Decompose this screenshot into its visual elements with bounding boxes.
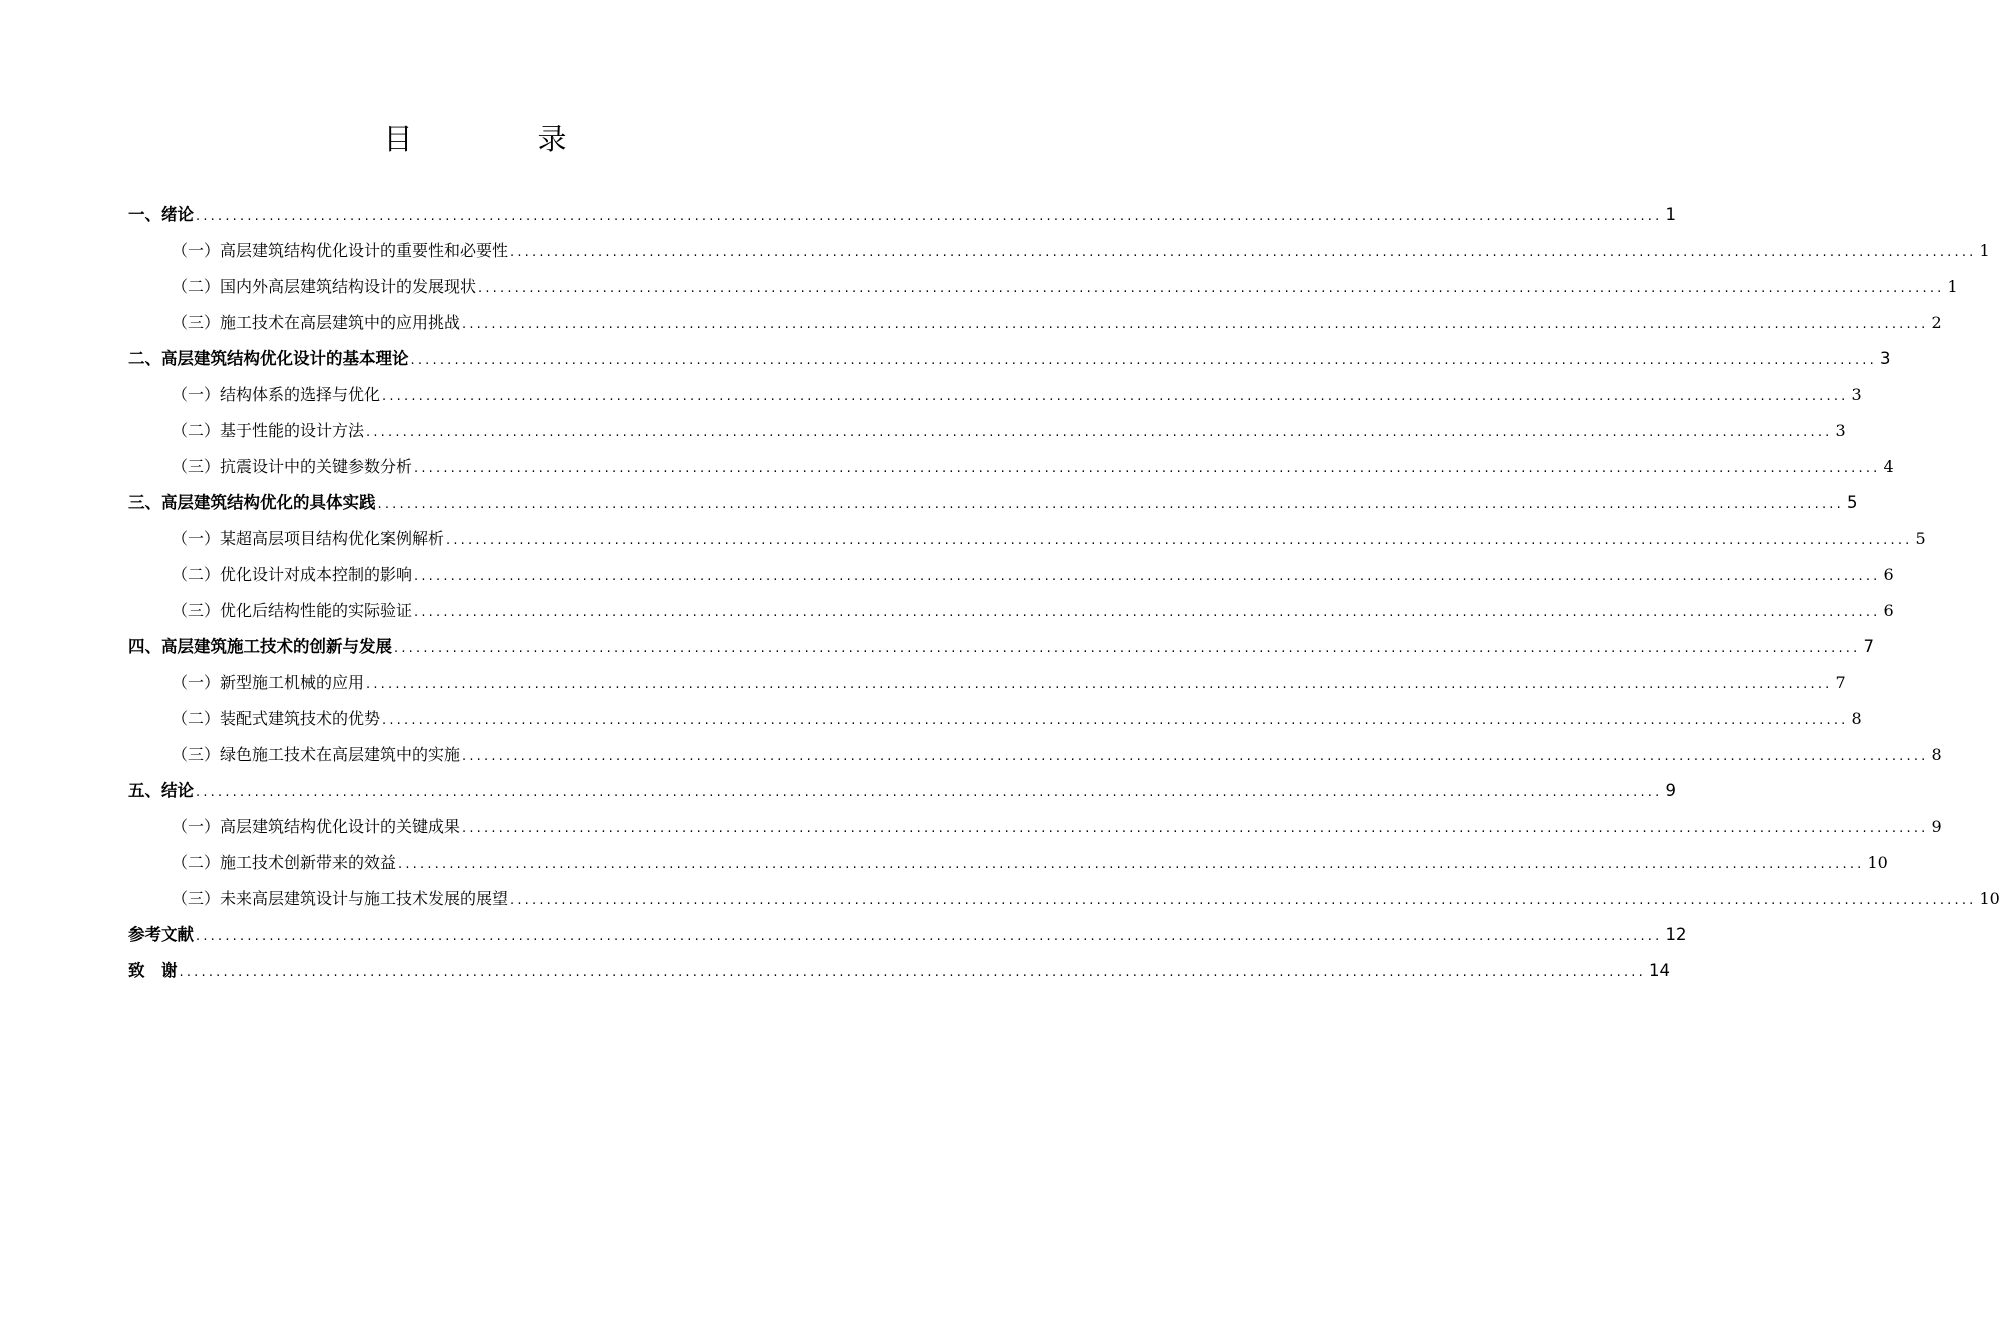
toc-leader-dots: ........................................................................................................................................................................................................ xyxy=(398,857,1865,872)
toc-page-number: 1 xyxy=(1947,277,1958,296)
toc-entry-label: （二）基于性能的设计方法 xyxy=(172,421,365,440)
toc-entry-label: 一、绪论 xyxy=(128,205,194,224)
toc-entry-label: 四、高层建筑施工技术的创新与发展 xyxy=(128,637,392,656)
toc-leader-dots: ........................................................................................................................................................................................................ xyxy=(394,641,1861,656)
toc-page-number: 7 xyxy=(1863,637,1874,656)
toc-page-number: 3 xyxy=(1879,349,1891,368)
toc-page-number: 3 xyxy=(1835,421,1846,440)
toc-entry[interactable] xyxy=(128,269,1958,305)
toc-entry-label: 致 谢 xyxy=(128,961,178,980)
toc-entry[interactable] xyxy=(128,413,1846,449)
toc-entry-label: （二）国内外高层建筑结构设计的发展现状 xyxy=(172,277,477,296)
toc-entry-label: （一）高层建筑结构优化设计的关键成果 xyxy=(172,817,461,836)
toc-entry-label: （三）抗震设计中的关键参数分析 xyxy=(172,457,413,476)
toc-page-number: 6 xyxy=(1883,601,1894,620)
toc-entry[interactable] xyxy=(128,701,1862,737)
toc-page-number: 10 xyxy=(1979,889,2000,908)
toc-leader-dots: ........................................................................................................................................................................................................ xyxy=(414,605,1881,620)
toc-page-number: 7 xyxy=(1835,673,1846,692)
toc-entry-label: 参考文献 xyxy=(128,925,194,944)
toc-entry-label: （三）优化后结构性能的实际验证 xyxy=(172,601,413,620)
toc-leader-dots: ........................................................................................................................................................................................................ xyxy=(478,281,1945,296)
toc-entry-label: （三）未来高层建筑设计与施工技术发展的展望 xyxy=(172,889,509,908)
toc-entry[interactable] xyxy=(128,449,1894,485)
toc-title: 目 录 xyxy=(383,122,615,156)
toc-entry[interactable] xyxy=(128,197,1676,233)
toc-leader-dots: ........................................................................................................................................................................................................ xyxy=(410,353,1877,368)
toc-entry[interactable] xyxy=(128,593,1894,629)
toc-entry[interactable] xyxy=(128,737,1942,773)
toc-page-number: 10 xyxy=(1867,853,1888,872)
toc-page-number: 2 xyxy=(1931,313,1942,332)
toc-entry[interactable] xyxy=(128,845,1888,881)
toc-leader-dots: ........................................................................................................................................................................................................ xyxy=(196,209,1663,224)
toc-page-number: 4 xyxy=(1883,457,1894,476)
toc-entry-label: （二）优化设计对成本控制的影响 xyxy=(172,565,413,584)
toc-entry[interactable] xyxy=(128,233,1990,269)
toc-page-number: 8 xyxy=(1851,709,1862,728)
toc-leader-dots: ........................................................................................................................................................................................................ xyxy=(510,245,1977,260)
toc-entry-label: （一）结构体系的选择与优化 xyxy=(172,385,381,404)
toc-leader-dots: ........................................................................................................................................................................................................ xyxy=(462,821,1929,836)
toc-leader-dots: ........................................................................................................................................................................................................ xyxy=(179,965,1646,980)
toc-page-number: 9 xyxy=(1665,781,1676,800)
toc-page-number: 1 xyxy=(1979,241,1990,260)
toc-leader-dots: ........................................................................................................................................................................................................ xyxy=(382,713,1849,728)
toc-leader-dots: ........................................................................................................................................................................................................ xyxy=(382,389,1849,404)
toc-entry[interactable] xyxy=(128,485,1858,521)
toc-entry-label: （三）施工技术在高层建筑中的应用挑战 xyxy=(172,313,461,332)
toc-entry[interactable] xyxy=(128,629,1874,665)
toc-entry[interactable] xyxy=(128,773,1676,809)
toc-page-number: 9 xyxy=(1931,817,1942,836)
toc-entry[interactable] xyxy=(128,665,1846,701)
toc-entry-label: 五、结论 xyxy=(128,781,194,800)
toc-page-number: 3 xyxy=(1851,385,1862,404)
toc-entry-label: （一）高层建筑结构优化设计的重要性和必要性 xyxy=(172,241,509,260)
toc-entry[interactable] xyxy=(128,809,1942,845)
toc-entry[interactable] xyxy=(128,917,1687,953)
toc-entry-label: 三、高层建筑结构优化的具体实践 xyxy=(128,493,376,512)
toc-leader-dots: ........................................................................................................................................................................................................ xyxy=(196,929,1663,944)
toc-leader-dots: ........................................................................................................................................................................................................ xyxy=(366,677,1833,692)
toc-page-number: 14 xyxy=(1648,961,1670,980)
toc-entry[interactable] xyxy=(128,377,1862,413)
toc-leader-dots: ........................................................................................................................................................................................................ xyxy=(196,785,1663,800)
toc-leader-dots: ........................................................................................................................................................................................................ xyxy=(414,569,1881,584)
toc-leader-dots: ........................................................................................................................................................................................................ xyxy=(462,317,1929,332)
toc-entry-label: （二）施工技术创新带来的效益 xyxy=(172,853,397,872)
toc-page-number: 1 xyxy=(1665,205,1676,224)
toc-page-number: 6 xyxy=(1883,565,1894,584)
toc-page-number: 5 xyxy=(1915,529,1926,548)
toc-entry-label: 二、高层建筑结构优化设计的基本理论 xyxy=(128,349,409,368)
toc-entry-label: （一）新型施工机械的应用 xyxy=(172,673,365,692)
toc-page-number: 8 xyxy=(1931,745,1942,764)
toc-leader-dots: ........................................................................................................................................................................................................ xyxy=(462,749,1929,764)
toc-leader-dots: ........................................................................................................................................................................................................ xyxy=(510,893,1977,908)
toc-entry[interactable] xyxy=(128,305,1942,341)
toc-entry[interactable] xyxy=(128,341,1891,377)
toc-page-number: 12 xyxy=(1665,925,1687,944)
toc-leader-dots: ........................................................................................................................................................................................................ xyxy=(414,461,1881,476)
toc-entry-label: （一）某超高层项目结构优化案例解析 xyxy=(172,529,445,548)
toc-page-number: 5 xyxy=(1846,493,1858,512)
toc-entry[interactable] xyxy=(128,557,1894,593)
toc-leader-dots: ........................................................................................................................................................................................................ xyxy=(366,425,1833,440)
toc-entry[interactable] xyxy=(128,953,1670,989)
table-of-contents xyxy=(128,197,2000,989)
toc-entry[interactable] xyxy=(128,881,2000,917)
toc-entry-label: （三）绿色施工技术在高层建筑中的实施 xyxy=(172,745,461,764)
toc-leader-dots: ........................................................................................................................................................................................................ xyxy=(377,497,1844,512)
toc-leader-dots: ........................................................................................................................................................................................................ xyxy=(446,533,1913,548)
toc-entry-label: （二）装配式建筑技术的优势 xyxy=(172,709,381,728)
toc-entry[interactable] xyxy=(128,521,1926,557)
